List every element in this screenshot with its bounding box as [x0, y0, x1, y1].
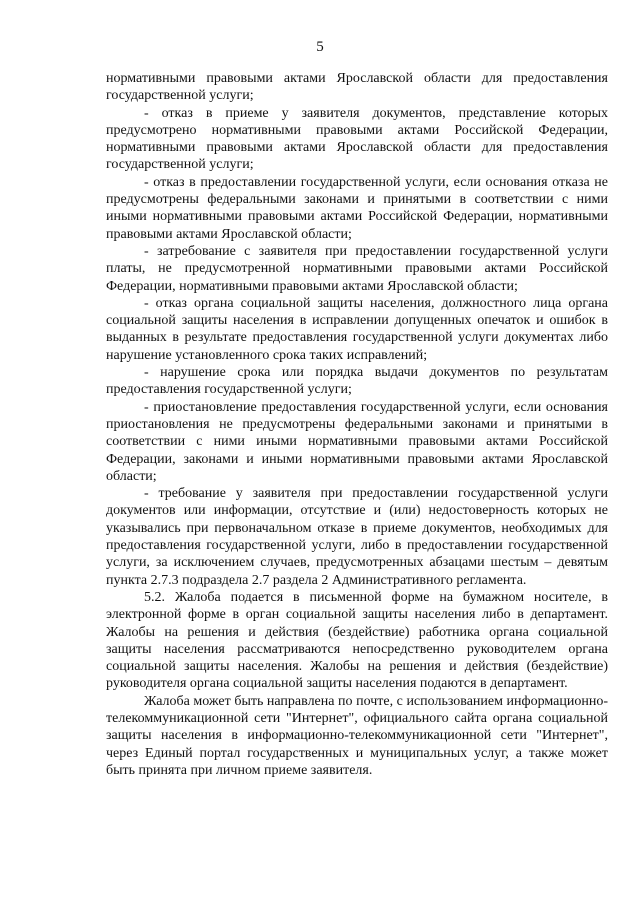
paragraph-document-demand: - требование у заявителя при предоставлении государственной услуги документов или информации, отсутствие и (или) недостоверность которых не указывались при первоначальном отказе в приеме документов, необходимых для предоставления государственной услуги, либо в предоставлении государственной услуги, за исключением случаев, предусмотренных абзацами шестым – девятым пункта 2.7.3 подраздела 2.7 раздела 2 Административного регламента.: [106, 486, 608, 588]
paragraph-complaint-form: 5.2. Жалоба подается в письменной форме на бумажном носителе, в электронной форме в орган социальной защиты населения либо в департамент. Жалобы на решения и действия (бездействие) работника органа социальной защиты населения рассматриваются непосредственно руководителем органа социальной защиты населения. Жалобы на решения и действия (бездействие) руководителя органа социальной защиты населения подаются в департамент.: [106, 589, 608, 692]
paragraph-deadline-violation: - нарушение срока или порядка выдачи документов по результатам предоставления государственной услуги;: [106, 365, 608, 398]
paragraph-refusal-service: - отказ в предоставлении государственной услуги, если основания отказа не предусмотрены федеральными законами и принятыми в соответствии с ними иными нормативными правовыми актами Российской Федерации, нормативными правовыми актами Ярославской области;: [106, 174, 608, 242]
paragraph-refusal-documents: - отказ в приеме у заявителя документов, представление которых предусмотрено нормативными правовыми актами Российской Федерации, нормативными правовыми актами Ярославской области для предоставления государственной услуги;: [106, 105, 608, 173]
paragraph-suspension: - приостановление предоставления государственной услуги, если основания приостановления не предусмотрены федеральными законами и принятыми в соответствии с ними иными нормативными правовыми актами Российской Федерации, законами и иными нормативными правовыми актами Ярославской области;: [106, 399, 608, 484]
paragraph-complaint-channels: Жалоба может быть направлена по почте, с использованием информационно-телекоммуникационной сети "Интернет", официального сайта органа социальной защиты населения в информационно-телекоммуникационной сети "Интернет", через Единый портал государственных и муниципальных услуг, а также может быть принята при личном приеме заявителя.: [106, 693, 608, 778]
page-number: 5: [316, 39, 324, 55]
paragraph-fee-demand: - затребование с заявителя при предоставлении государственной услуги платы, не предусмотренной нормативными правовыми актами Российской Федерации, нормативными правовыми актами Ярославской области;: [106, 243, 608, 294]
document-body: [106, 70, 608, 779]
paragraph-correction-refusal: - отказ органа социальной защиты населения, должностного лица органа социальной защиты населения в исправлении допущенных опечаток и ошибок в выданных в результате предоставления государственной услуги документах либо нарушение установленного срока таких исправлений;: [106, 295, 608, 363]
paragraph-continuation: нормативными правовыми актами Ярославской области для предоставления государственной услуги;: [106, 71, 608, 104]
